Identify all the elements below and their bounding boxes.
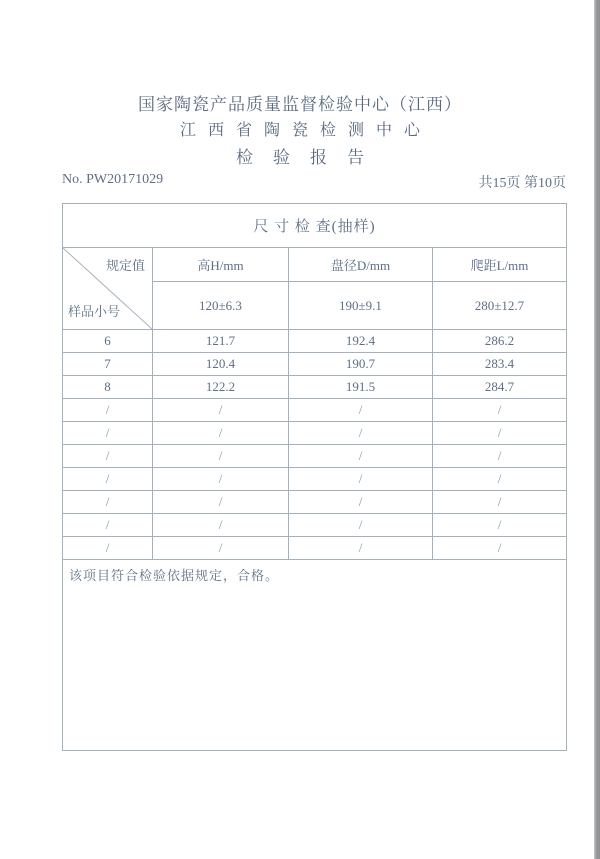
cell-sample: / [63,399,153,422]
pagination: 共15页 第10页 [478,176,566,191]
table-row [63,399,567,422]
cell-height: / [153,422,289,445]
table-row [63,330,567,353]
cell-diameter: / [289,491,433,514]
table-row [63,491,567,514]
table-row [63,422,567,445]
cell-height: 122.2 [153,376,289,399]
cell-diameter: / [289,468,433,491]
cell-diameter: 190.7 [289,353,433,376]
cell-diameter: 191.5 [289,376,433,399]
org-name-line2: 江西省陶瓷检测中心 [179,122,432,139]
table-row [63,376,567,399]
org-name-line1: 国家陶瓷产品质量监督检验中心（江西） [138,95,462,114]
cell-creepage: / [433,491,567,514]
col-header-diameter: 盘径D/mm [289,248,433,282]
cell-sample: / [63,514,153,537]
cell-sample: / [63,537,153,560]
corner-label-sample: 样品小号 [68,304,121,319]
cell-creepage: 284.7 [433,376,567,399]
section-title-row [63,204,567,248]
spec-height: 120±6.3 [153,282,289,330]
cell-creepage: / [433,399,567,422]
report-number: No. PW20171029 [62,172,164,187]
cell-sample: / [63,422,153,445]
column-header-row [63,248,567,282]
cell-height: / [153,468,289,491]
cell-sample: / [63,491,153,514]
cell-creepage: 286.2 [433,330,567,353]
section-title: 尺 寸 检 查(抽样) [63,204,567,248]
table-row [63,353,567,376]
conclusion-cell: 该项目符合检验依据规定，合格。 [63,560,567,751]
cell-sample: 8 [63,376,153,399]
table-row [63,537,567,560]
cell-height: 120.4 [153,353,289,376]
cell-diameter: / [289,537,433,560]
cell-height: / [153,399,289,422]
cell-diameter: / [289,422,433,445]
cell-creepage: / [433,422,567,445]
cell-sample: 6 [63,330,153,353]
cell-creepage: / [433,514,567,537]
spec-diameter: 190±9.1 [289,282,433,330]
col-header-height: 高H/mm [153,248,289,282]
cell-diameter: / [289,514,433,537]
table-row [63,468,567,491]
report-title: 检验报告 [236,148,384,167]
col-header-creepage: 爬距L/mm [433,248,567,282]
cell-height: / [153,514,289,537]
cell-diameter: / [289,445,433,468]
dimension-check-table [62,203,566,751]
cell-height: 121.7 [153,330,289,353]
cell-diameter: 192.4 [289,330,433,353]
cell-creepage: / [433,468,567,491]
corner-cell [63,248,153,330]
table-row [63,514,567,537]
conclusion-row [63,560,567,751]
cell-height: / [153,445,289,468]
cell-diameter: / [289,399,433,422]
cell-sample: / [63,445,153,468]
cell-sample: / [63,468,153,491]
cell-height: / [153,491,289,514]
cell-sample: 7 [63,353,153,376]
cell-creepage: / [433,537,567,560]
spec-creepage: 280±12.7 [433,282,567,330]
cell-creepage: / [433,445,567,468]
table-row [63,445,567,468]
cell-height: / [153,537,289,560]
cell-creepage: 283.4 [433,353,567,376]
corner-label-spec: 规定值 [105,258,145,273]
